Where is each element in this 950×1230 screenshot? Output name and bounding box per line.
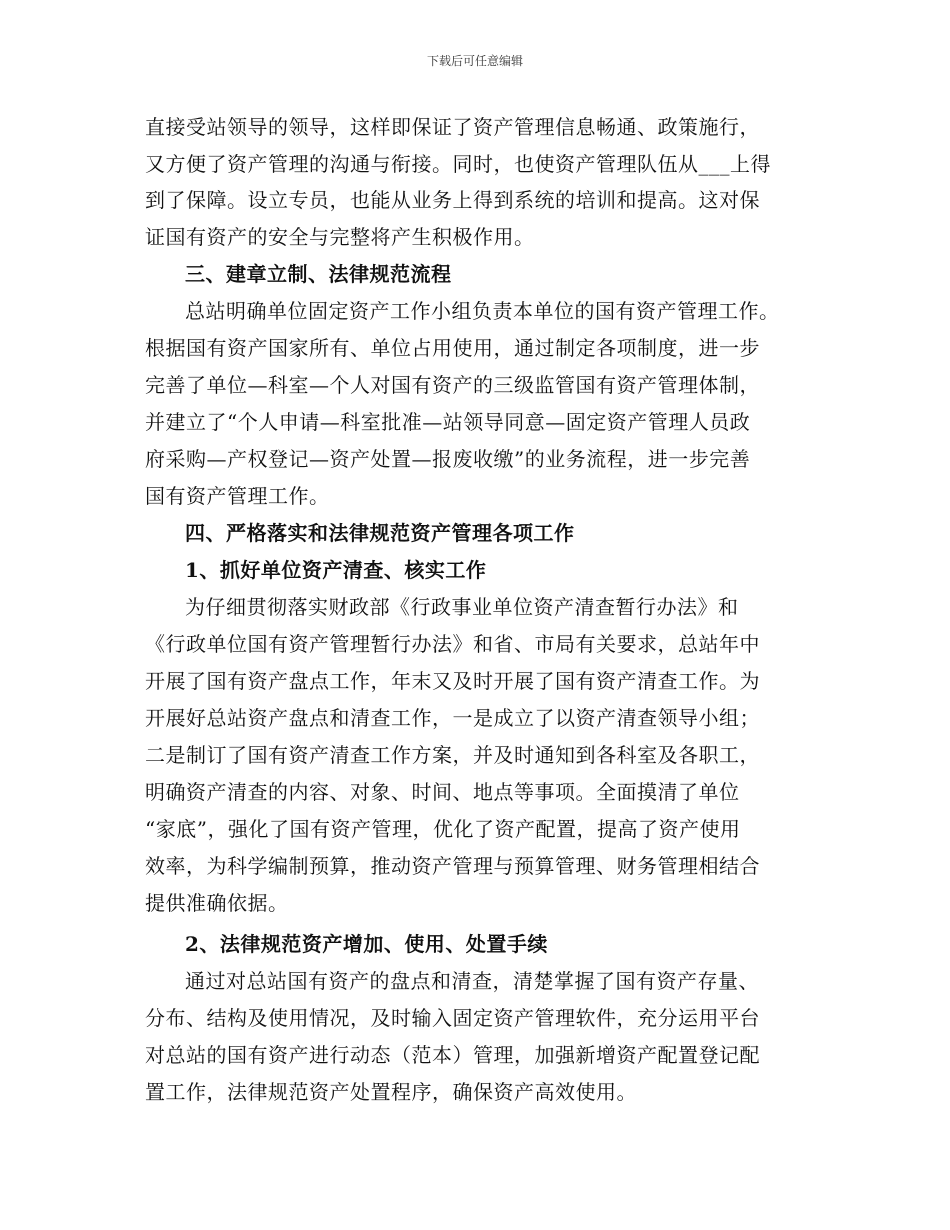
body-line: 国有资产管理工作。	[145, 484, 330, 508]
body-line: 根据国有资产国家所有、单位占用使用，通过制定各项制度，进一步	[145, 336, 760, 360]
body-line: 明确资产清查的内容、对象、时间、地点等事项。全面摸清了单位	[145, 780, 740, 804]
body-line: 《行政单位国有资产管理暂行办法》和省、市局有关要求，总站年中	[145, 632, 760, 656]
body-line: 置工作，法律规范资产处置程序，确保资产高效使用。	[145, 1080, 637, 1104]
section-heading: 三、建章立制、法律规范流程	[185, 262, 452, 286]
body-line: 对总站的国有资产进行动态（范本）管理，加强新增资产配置登记配	[145, 1043, 760, 1067]
body-line: 为仔细贯彻落实财政部《行政事业单位资产清查暂行办法》和	[185, 595, 739, 619]
subsection-heading: 2、法律规范资产增加、使用、处置手续	[185, 932, 548, 956]
body-line: 直接受站领导的领导，这样即保证了资产管理信息畅通、政策施行，	[145, 115, 760, 139]
body-line: 分布、结构及使用情况，及时输入固定资产管理软件，充分运用平台	[145, 1006, 760, 1030]
body-line: 提供准确依据。	[145, 891, 289, 915]
body-line: 总站明确单位固定资产工作小组负责本单位的国有资产管理工作。	[185, 299, 780, 323]
body-line: 完善了单位—科室—个人对国有资产的三级监管国有资产管理体制，	[145, 373, 760, 397]
body-line: “家底”，强化了国有资产管理，优化了资产配置，提高了资产使用	[145, 817, 741, 841]
body-line: 到了保障。设立专员，也能从业务上得到系统的培训和提高。这对保	[145, 188, 760, 212]
body-line: 效率，为科学编制预算，推动资产管理与预算管理、财务管理相结合	[145, 854, 760, 878]
body-line: 二是制订了国有资产清查工作方案，并及时通知到各科室及各职工，	[145, 743, 760, 767]
body-line: 通过对总站国有资产的盘点和清查，清楚掌握了国有资产存量、	[185, 969, 759, 993]
section-heading: 四、严格落实和法律规范资产管理各项工作	[185, 521, 575, 545]
subsection-heading: 1、抓好单位资产清查、核实工作	[185, 558, 487, 582]
body-line: 开展好总站资产盘点和清查工作，一是成立了以资产清查领导小组；	[145, 706, 760, 730]
body-line: 又方便了资产管理的沟通与衔接。同时，也使资产管理队伍从___上得	[145, 152, 771, 176]
body-line: 并建立了“个人申请—科室批准—站领导同意—固定资产管理人员政	[145, 410, 751, 434]
page-header: 下载后可任意编辑	[426, 54, 523, 68]
body-line: 府采购—产权登记—资产处置—报废收缴”的业务流程，进一步完善	[145, 447, 751, 471]
body-line: 证国有资产的安全与完整将产生积极作用。	[145, 225, 535, 249]
body-line: 开展了国有资产盘点工作，年末又及时开展了国有资产清查工作。为	[145, 669, 760, 693]
